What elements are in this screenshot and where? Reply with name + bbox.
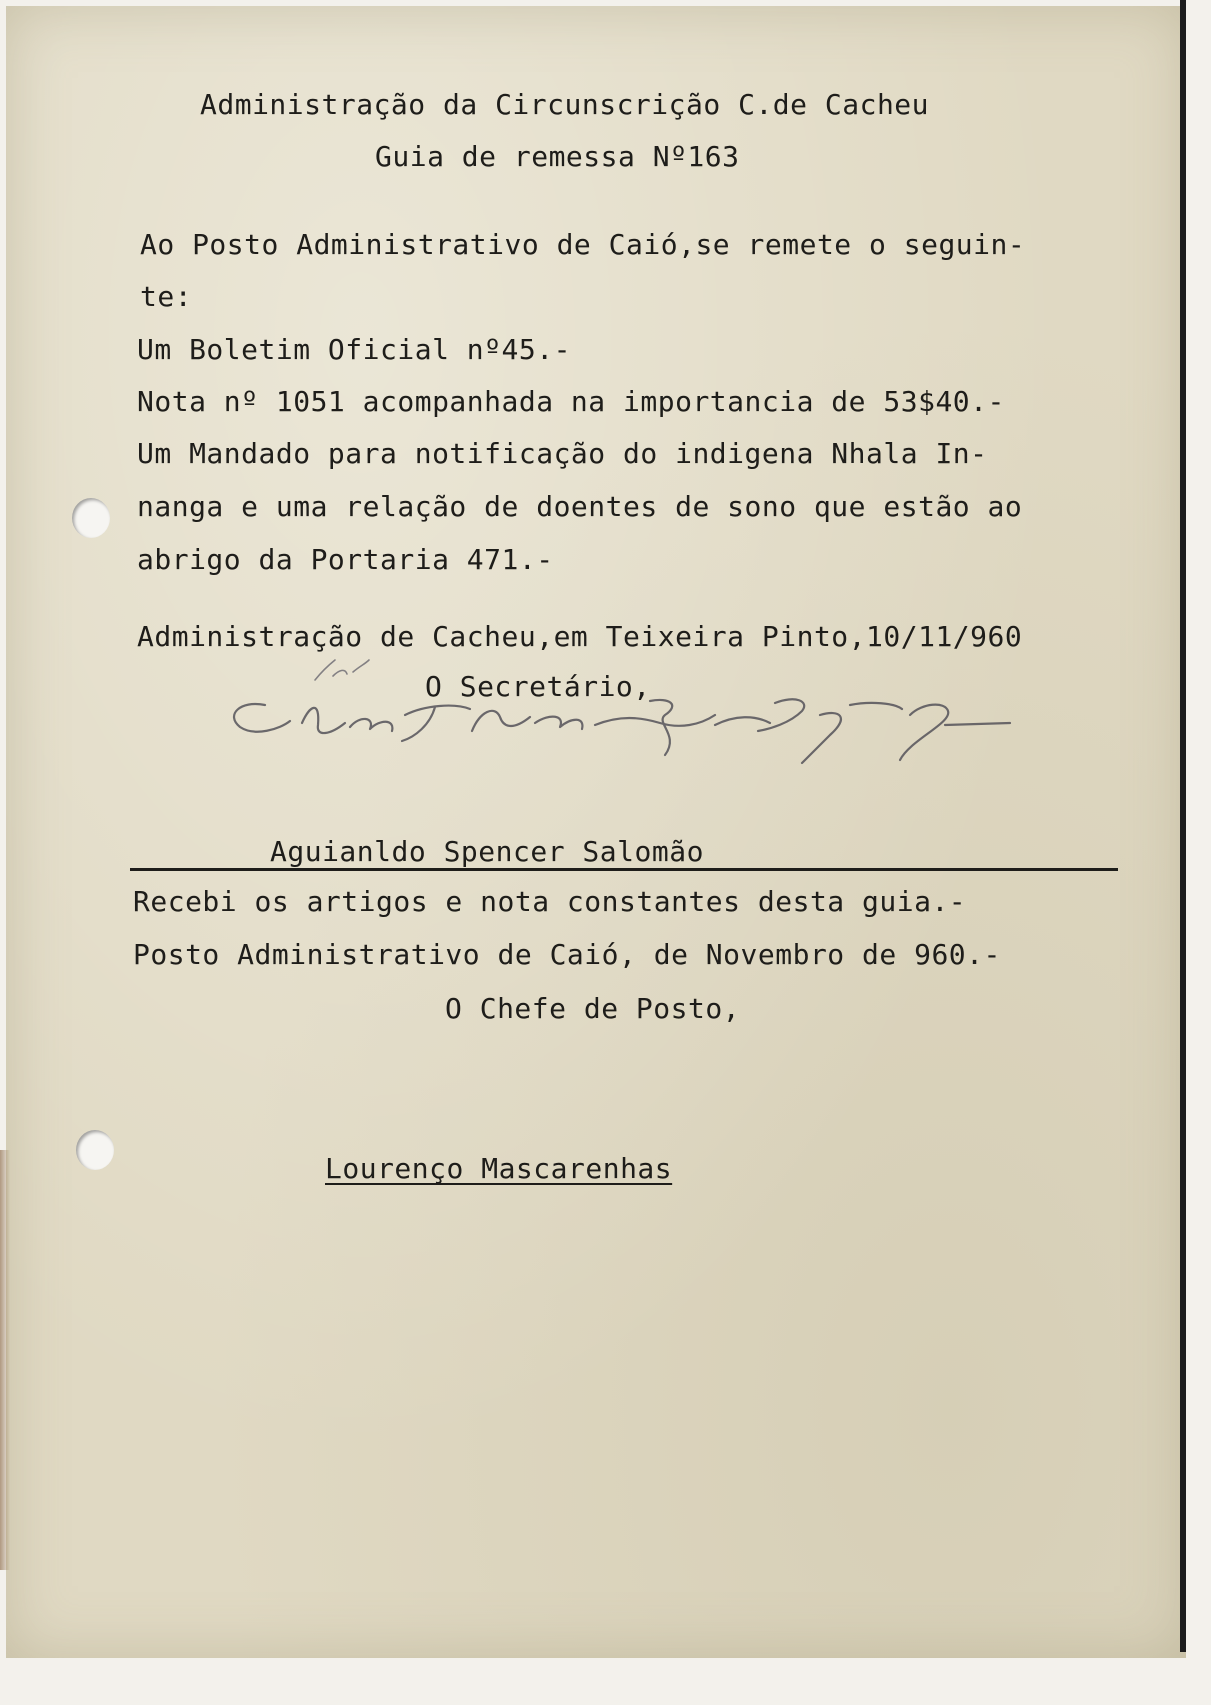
body-line-2: te: (140, 280, 193, 313)
body-line-7: abrigo da Portaria 471.- (137, 543, 554, 576)
body-line-1: Ao Posto Administrativo de Caió,se remete o seguin- (140, 228, 1026, 261)
chief-name: Lourenço Mascarenhas (325, 1152, 673, 1185)
paper-left-stain (0, 1150, 10, 1570)
scan-background (0, 1658, 1211, 1705)
header-line-2: Guia de remessa Nº163 (375, 140, 740, 173)
body-line-4: Nota nº 1051 acompanhada na importancia de 53$40.- (137, 385, 1005, 418)
punch-hole-bottom (76, 1130, 114, 1170)
secretary-title: O Secretário, (425, 670, 651, 703)
signature-rule (130, 868, 1118, 871)
receipt-line-2: Posto Administrativo de Caió, de Novembro de 960.- (133, 938, 1001, 971)
body-line-3: Um Boletim Oficial nº45.- (137, 333, 571, 366)
chief-title: O Chefe de Posto, (445, 992, 741, 1025)
receipt-line-1: Recebi os artigos e nota constantes desta guia.- (133, 885, 967, 918)
body-line-6: nanga e uma relação de doentes de sono que estão ao (137, 490, 1023, 523)
body-line-5: Um Mandado para notificação do indigena Nhala In- (137, 437, 988, 470)
header-line-1: Administração da Circunscrição C.de Cacheu (200, 88, 930, 121)
handwritten-initials (305, 650, 425, 690)
secretary-name: Aguianldo Spencer Salomão (270, 835, 704, 868)
punch-hole-top (72, 498, 110, 538)
dateline: Administração de Cacheu,em Teixeira Pinto,10/11/960 (137, 620, 1023, 653)
paper-right-edge (1180, 0, 1186, 1652)
